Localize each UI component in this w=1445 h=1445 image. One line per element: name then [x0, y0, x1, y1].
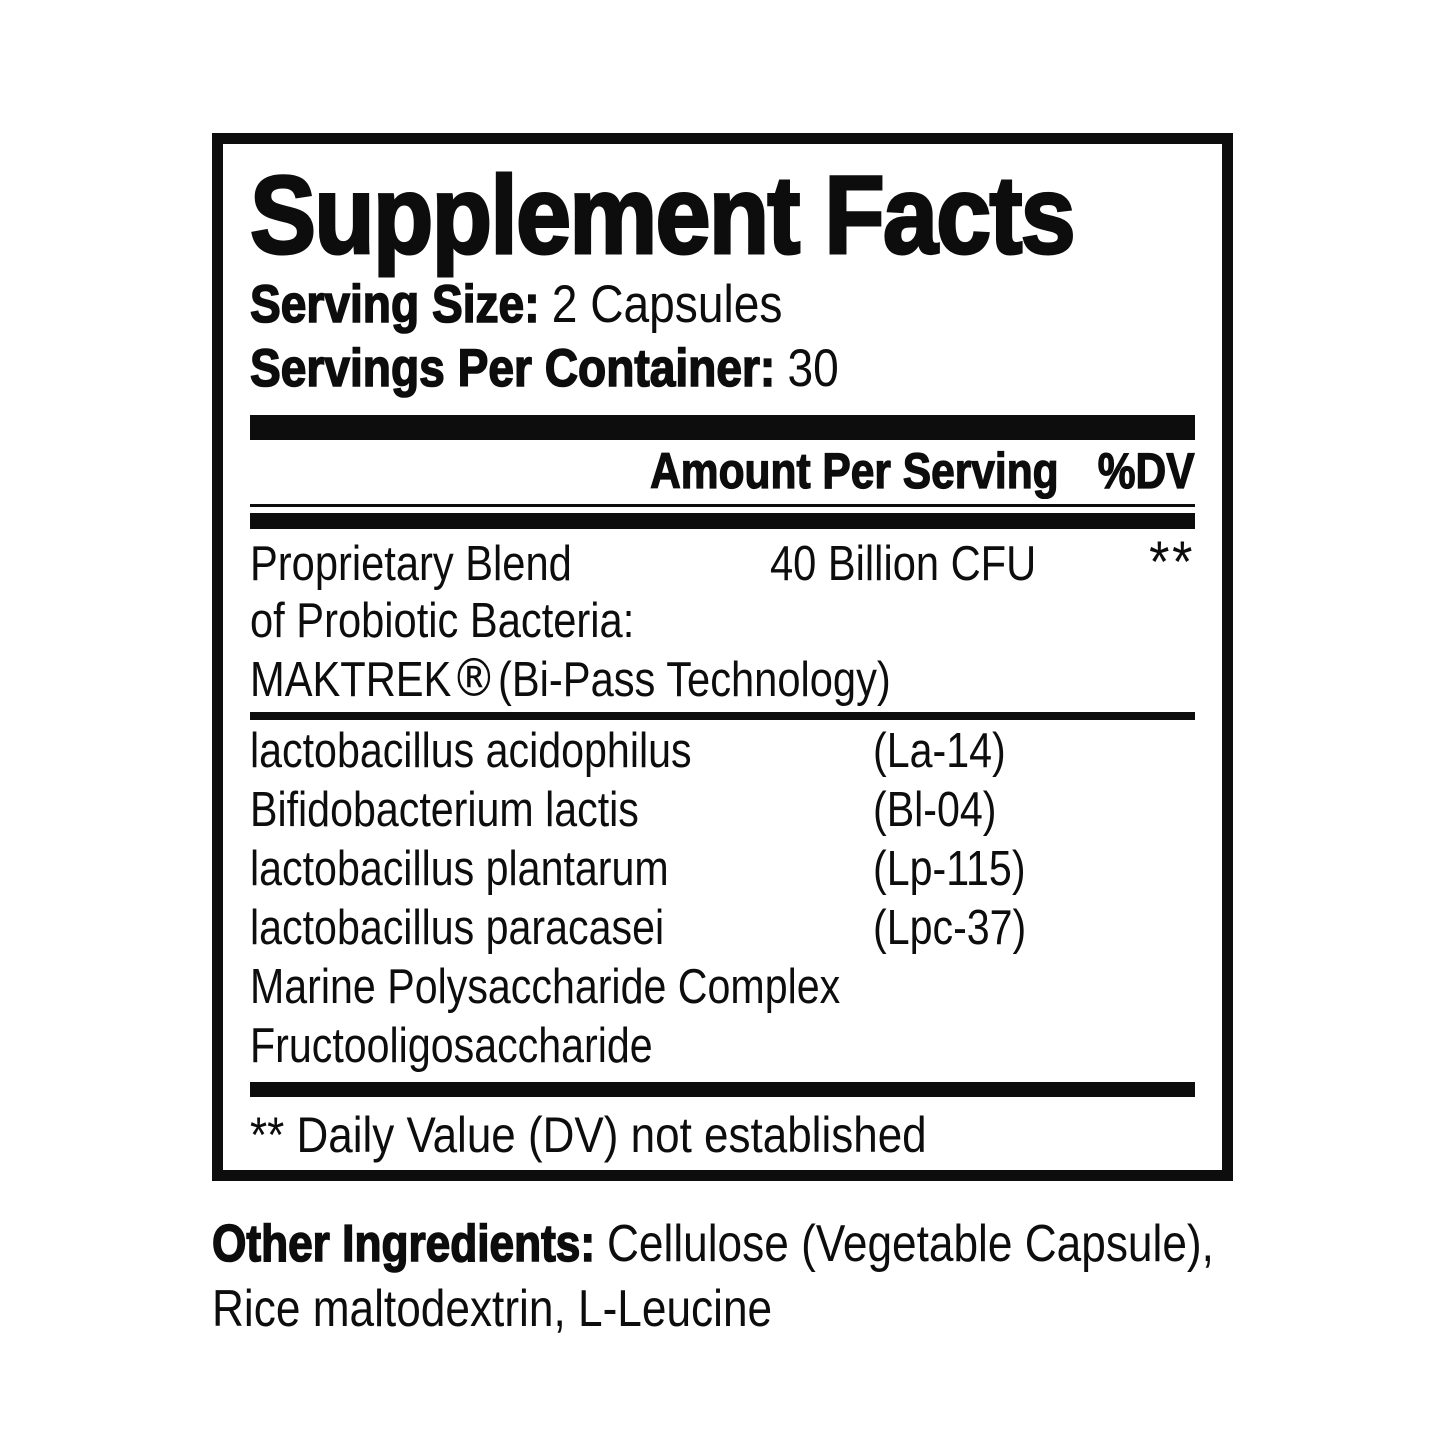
page-title — [250, 154, 1195, 277]
servings-per-container-label: Servings Per Container: — [250, 339, 776, 398]
other-ingredients-value-line-2: Rice maltodextrin, L-Leucine — [212, 1280, 773, 1338]
ingredient-strain: (La-14) — [873, 724, 1006, 778]
ingredient-name: lactobacillus acidophilus — [250, 724, 692, 778]
ingredient-name: lactobacillus plantarum — [250, 842, 669, 896]
header-separator-bar — [250, 513, 1195, 529]
ingredient-row — [250, 958, 1195, 1017]
ingredient-row — [250, 1017, 1195, 1076]
column-header-row — [250, 440, 1195, 502]
blend-amount: 40 Billion CFU — [770, 537, 1037, 591]
serving-size-value: 2 Capsules — [551, 275, 783, 334]
amount-per-serving-header: Amount Per Serving — [650, 443, 1060, 499]
ingredient-divider-rule — [250, 712, 1195, 720]
daily-value-footnote — [250, 1107, 1195, 1163]
ingredient-row — [250, 899, 1195, 958]
servings-per-container-value: 30 — [787, 339, 839, 398]
other-ingredients-section — [212, 1212, 1342, 1342]
serving-size-row — [250, 274, 1195, 336]
blend-name-line-1: Proprietary Blend — [250, 537, 572, 591]
ingredient-row — [250, 781, 1195, 840]
blend-name-row-3 — [250, 650, 1195, 707]
supplement-facts-title-text: Supplement Facts — [250, 154, 1074, 277]
footnote-separator-bar — [250, 1082, 1195, 1097]
proprietary-blend-section — [250, 530, 1195, 709]
percent-dv-header: %DV — [1098, 443, 1195, 499]
other-ingredients-label: Other Ingredients: — [212, 1215, 596, 1273]
blend-brand-name: MAKTREK — [250, 653, 452, 707]
other-ingredients-value-line-1: Cellulose (Vegetable Capsule), — [607, 1215, 1214, 1273]
ingredient-name: Bifidobacterium lactis — [250, 783, 639, 837]
blend-dv-asterisks: ** — [1148, 530, 1195, 595]
heavy-separator-bar — [250, 415, 1195, 440]
ingredient-strain: (Bl-04) — [873, 783, 997, 837]
blend-name-row-2 — [250, 593, 1195, 650]
ingredient-row — [250, 722, 1195, 781]
ingredient-strain: (Lp-115) — [873, 842, 1026, 896]
proprietary-blend-row — [250, 530, 1195, 595]
ingredient-strain: (Lpc-37) — [873, 901, 1027, 955]
ingredient-name: Marine Polysaccharide Complex — [250, 960, 841, 1014]
registered-trademark-symbol: ® — [451, 648, 497, 709]
blend-technology-text: (Bi-Pass Technology) — [498, 653, 891, 707]
supplement-facts-panel — [212, 133, 1233, 1181]
ingredient-name: lactobacillus paracasei — [250, 901, 665, 955]
servings-per-container-row — [250, 338, 1195, 400]
daily-value-footnote-text: ** Daily Value (DV) not established — [250, 1107, 927, 1163]
ingredient-row — [250, 840, 1195, 899]
thin-rule — [250, 504, 1195, 507]
ingredient-list — [250, 722, 1195, 1076]
serving-size-label: Serving Size: — [250, 275, 540, 334]
blend-name-line-2: of Probiotic Bacteria: — [250, 594, 635, 648]
ingredient-name: Fructooligosaccharide — [250, 1019, 653, 1073]
